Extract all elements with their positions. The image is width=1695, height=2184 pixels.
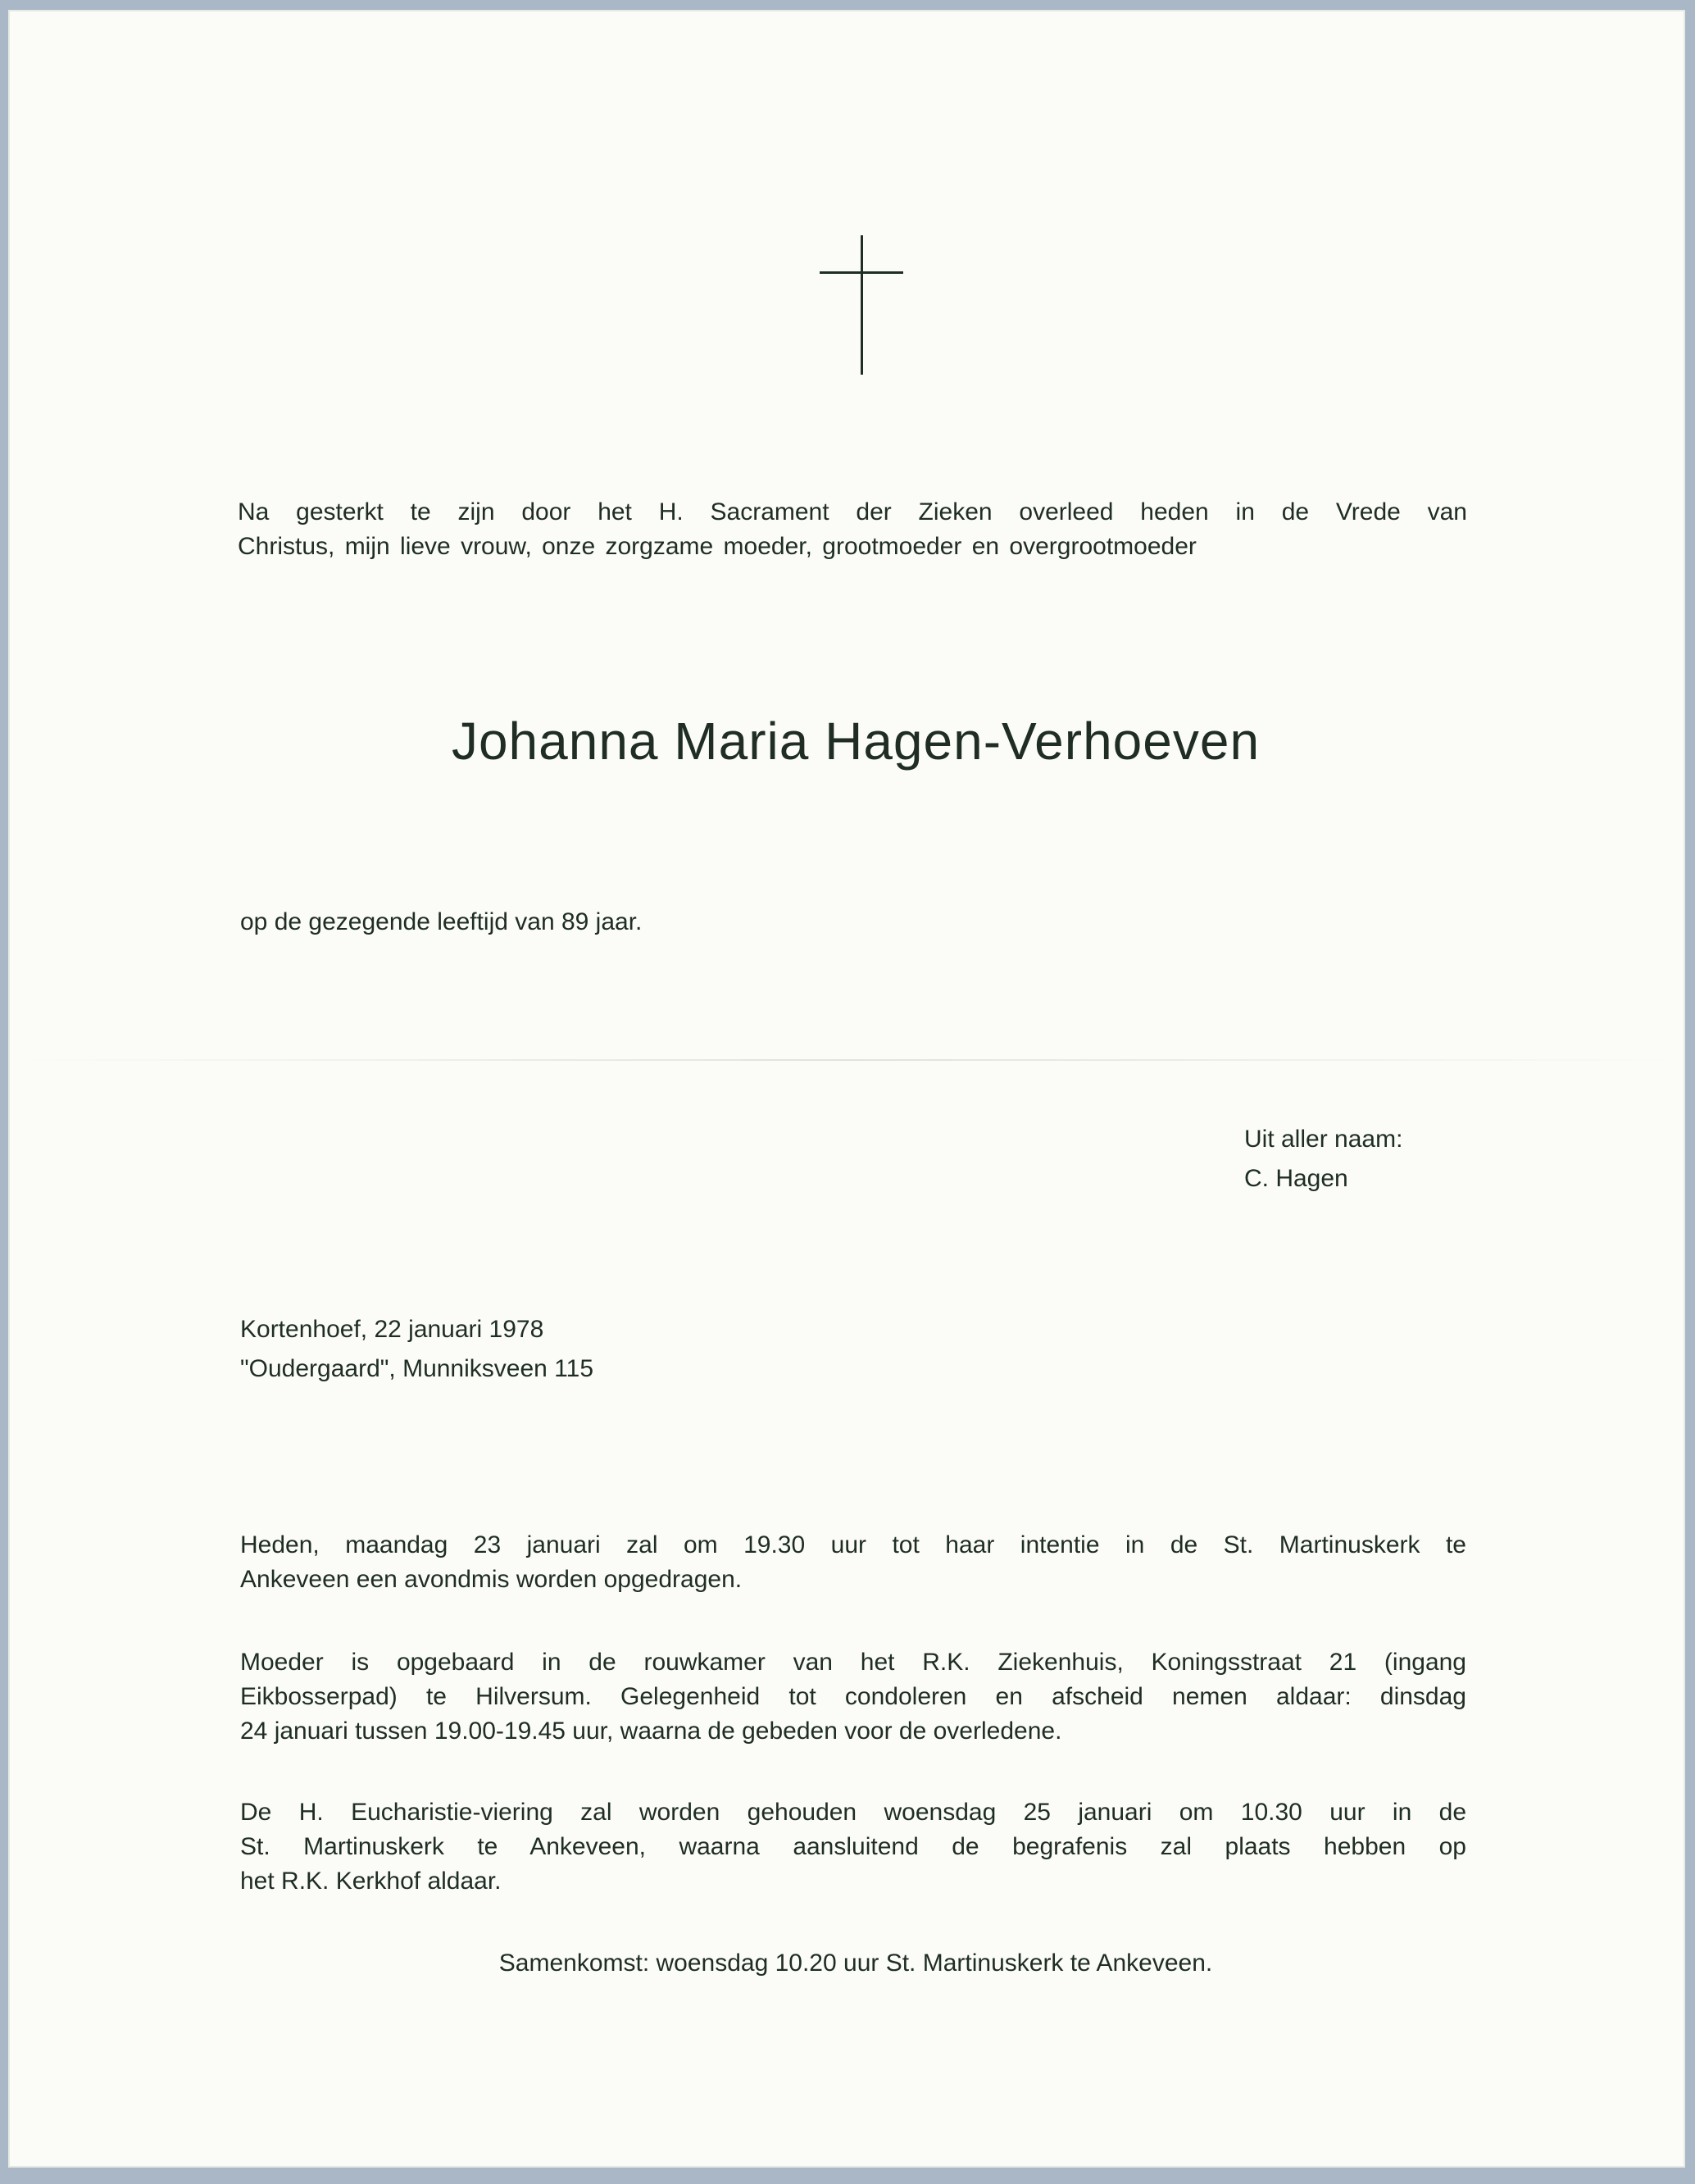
place-date-line-1: Kortenhoef, 22 januari 1978	[240, 1316, 544, 1343]
mass-paragraph-line-2: Ankeveen een avondmis worden opgedragen.	[240, 1566, 743, 1593]
signature-line-1: Uit aller naam:	[1244, 1126, 1403, 1153]
mass-paragraph-line-1: Heden, maandag 23 januari zal om 19.30 uur tot haar intentie in de St. Martinuskerk te	[240, 1531, 1466, 1558]
fold-line	[8, 1059, 1685, 1061]
funeral-paragraph	[240, 1795, 1466, 1899]
mass-paragraph	[240, 1528, 1466, 1597]
cross-icon	[820, 235, 903, 375]
viewing-paragraph	[240, 1645, 1466, 1749]
funeral-paragraph-line-2: St. Martinuskerk te Ankeveen, waarna aansluitend de begrafenis zal plaats hebben op	[240, 1833, 1466, 1860]
deceased-name: Johanna Maria Hagen-Verhoeven	[451, 712, 1261, 771]
intro-line-1: Na gesterkt te zijn door het H. Sacrament der Zieken overleed heden in de Vrede van	[238, 498, 1467, 526]
gathering-note: Samenkomst: woensdag 10.20 uur St. Martinuskerk te Ankeveen.	[498, 1950, 1213, 1977]
intro-text	[238, 495, 1467, 564]
cross-vertical-bar	[861, 235, 863, 375]
viewing-paragraph-line-1: Moeder is opgebaard in de rouwkamer van het R.K. Ziekenhuis, Koningsstraat 21 (ingang	[240, 1649, 1466, 1676]
age-line: op de gezegende leeftijd van 89 jaar.	[240, 908, 643, 935]
signature-block	[1244, 1120, 1402, 1199]
viewing-paragraph-line-3: 24 januari tussen 19.00-19.45 uur, waarna de gebeden voor de overledene.	[240, 1718, 1062, 1745]
funeral-paragraph-line-3: het R.K. Kerkhof aldaar.	[240, 1868, 502, 1895]
viewing-paragraph-line-2: Eikbosserpad) te Hilversum. Gelegenheid tot condoleren en afscheid nemen aldaar: dinsdag	[240, 1683, 1466, 1710]
mourning-card	[8, 10, 1685, 2168]
signature-line-2: C. Hagen	[1244, 1165, 1348, 1192]
place-date-line-2: "Oudergaard", Munniksveen 115	[240, 1355, 594, 1382]
intro-line-2: Christus, mijn lieve vrouw, onze zorgzame moeder, grootmoeder en overgrootmoeder	[238, 533, 1197, 560]
place-date-block	[240, 1310, 593, 1389]
funeral-paragraph-line-1: De H. Eucharistie-viering zal worden gehouden woensdag 25 januari om 10.30 uur in de	[240, 1799, 1466, 1826]
cross-horizontal-bar	[820, 271, 903, 274]
